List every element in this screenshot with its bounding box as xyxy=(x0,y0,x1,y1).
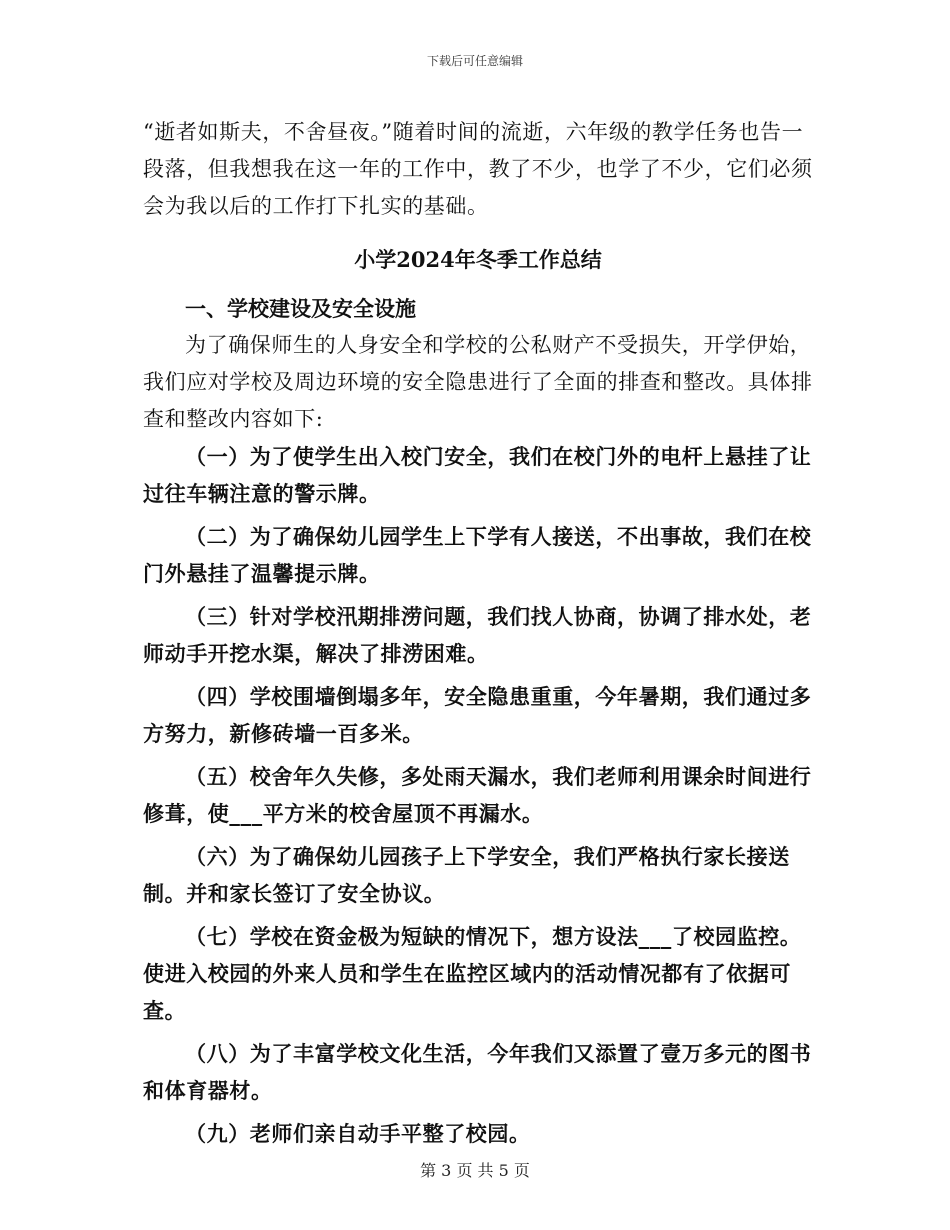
list-item-2: （二）为了确保幼儿园学生上下学有人接送，不出事故，我们在校门外悬挂了温馨提示牌。 xyxy=(143,524,812,586)
heading-school-construction: 一、学校建设及安全设施 xyxy=(185,296,416,321)
list-item-7: （七）学校在资金极为短缺的情况下，想方设法___了校园监控。使进入校园的外来人员和学生在监控区域内的活动情况都有了依据可查。 xyxy=(143,924,802,1023)
list-item-8: （八）为了丰富学校文化生活，今年我们又添置了壹万多元的图书和体育器材。 xyxy=(143,1041,812,1103)
lead-paragraph: 为了确保师生的人身安全和学校的公私财产不受损失，开学伊始，我们应对学校及周边环境的安全隐患进行了全面的排查和整改。具体排查和整改内容如下: xyxy=(143,333,813,431)
list-item-6: （六）为了确保幼儿园孩子上下学安全，我们严格执行家长接送制。并和家长签订了安全协议。 xyxy=(143,844,790,906)
section-title: 小学2024年冬季工作总结 xyxy=(354,247,602,272)
page-header-note: 下载后可任意编辑 xyxy=(426,54,523,68)
document-body xyxy=(143,114,813,1158)
list-item-4: （四）学校围墙倒塌多年，安全隐患重重，今年暑期，我们通过多方努力，新修砖墙一百多米。 xyxy=(143,684,812,746)
list-item-3: （三）针对学校汛期排涝问题，我们找人协商，协调了排水处，老师动手开挖水渠，解决了排涝困难。 xyxy=(143,604,812,666)
list-item-5: （五）校舍年久失修，多处雨天漏水，我们老师利用课余时间进行修葺，使___平方米的校舍屋顶不再漏水。 xyxy=(143,764,812,826)
intro-paragraph: “逝者如斯夫，不舍昼夜。”随着时间的流逝，六年级的教学任务也告一段落，但我想我在这一年的工作中，教了不少，也学了不少，它们必须会为我以后的工作打下扎实的基础。 xyxy=(143,120,813,218)
list-item-9: （九）老师们亲自动手平整了校园。 xyxy=(185,1121,531,1146)
page-number-footer: 第 3 页 共 5 页 xyxy=(420,1161,530,1180)
list-item-1: （一）为了使学生出入校门安全，我们在校门外的电杆上悬挂了让过往车辆注意的警示牌。 xyxy=(143,444,812,506)
